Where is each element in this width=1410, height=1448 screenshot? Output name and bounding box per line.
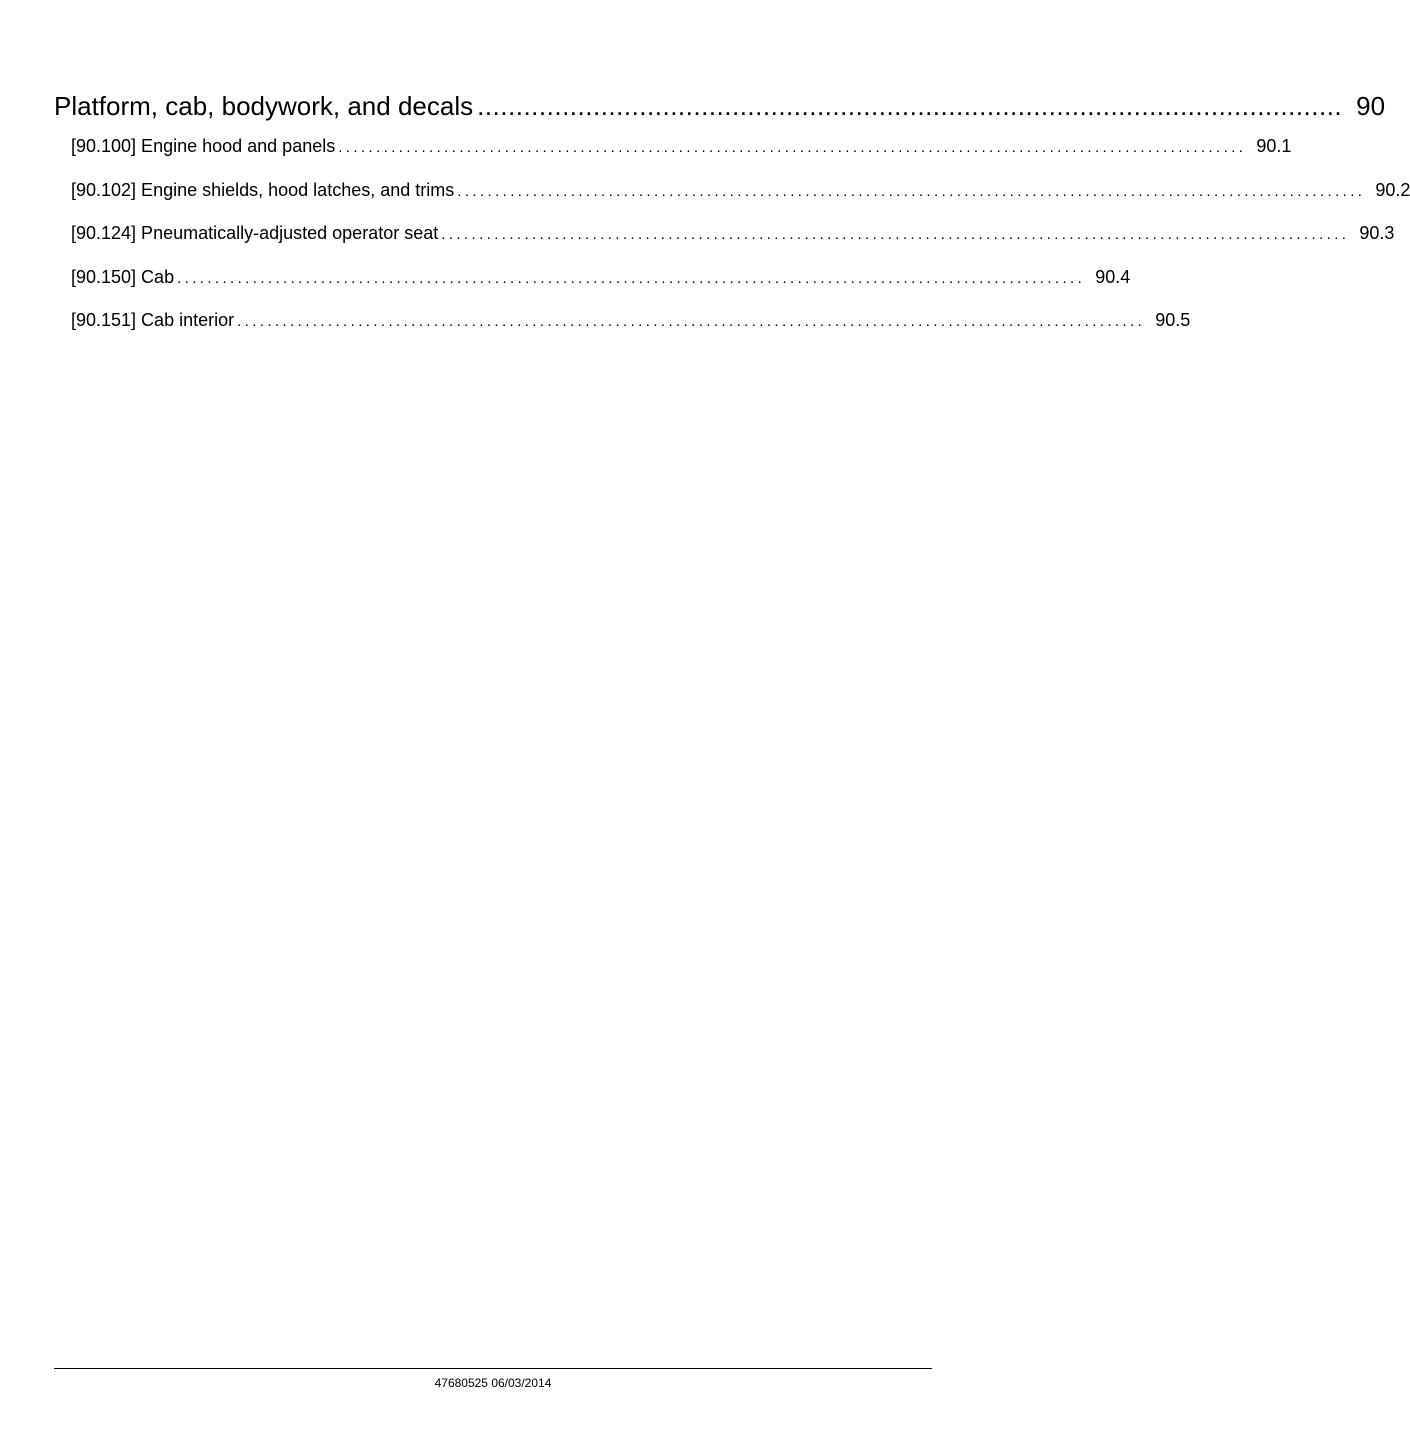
toc-section-entry[interactable]	[54, 88, 1386, 124]
toc-entry-title[interactable]: [90.150] Cab	[71, 266, 175, 287]
toc-section-page[interactable]: 90	[1356, 91, 1386, 121]
table-of-contents	[54, 88, 1410, 353]
dot-leader: ................................................................................................................	[477, 91, 1343, 121]
toc-entry-title[interactable]: [90.124] Pneumatically-adjusted operator seat	[71, 223, 439, 243]
toc-entry-title[interactable]: [90.151] Cab interior	[71, 310, 235, 330]
toc-entry-90-151[interactable]	[71, 309, 1191, 331]
dot-leader: ........................................................................................................................	[237, 313, 1146, 330]
toc-entry-title[interactable]: [90.100] Engine hood and panels	[71, 136, 336, 156]
footer-document-id: 47680525 06/03/2014	[434, 1376, 552, 1390]
footer-divider	[54, 1368, 932, 1369]
toc-section-title[interactable]: Platform, cab, bodywork, and decals	[54, 91, 474, 121]
toc-entry-page[interactable]: 90.3	[1359, 223, 1395, 243]
toc-entry-page[interactable]: 90.1	[1256, 136, 1292, 156]
dot-leader: ........................................................................................................................	[457, 182, 1366, 200]
toc-entry-page[interactable]: 90.5	[1155, 310, 1191, 330]
toc-entry-90-102[interactable]	[71, 179, 1410, 201]
toc-entry-90-100[interactable]	[71, 135, 1292, 157]
dot-leader: ........................................................................................................................	[441, 226, 1350, 243]
toc-entry-page[interactable]: 90.2	[1375, 179, 1410, 200]
toc-entry-page[interactable]: 90.4	[1095, 266, 1131, 287]
dot-leader: ........................................................................................................................	[338, 139, 1247, 156]
toc-entry-90-124[interactable]	[71, 222, 1395, 244]
toc-entry-title[interactable]: [90.102] Engine shields, hood latches, and trims	[71, 179, 455, 200]
dot-leader: ........................................................................................................................	[177, 269, 1086, 287]
toc-entry-90-150[interactable]	[71, 266, 1131, 288]
toc-subsection-list	[54, 135, 1410, 331]
